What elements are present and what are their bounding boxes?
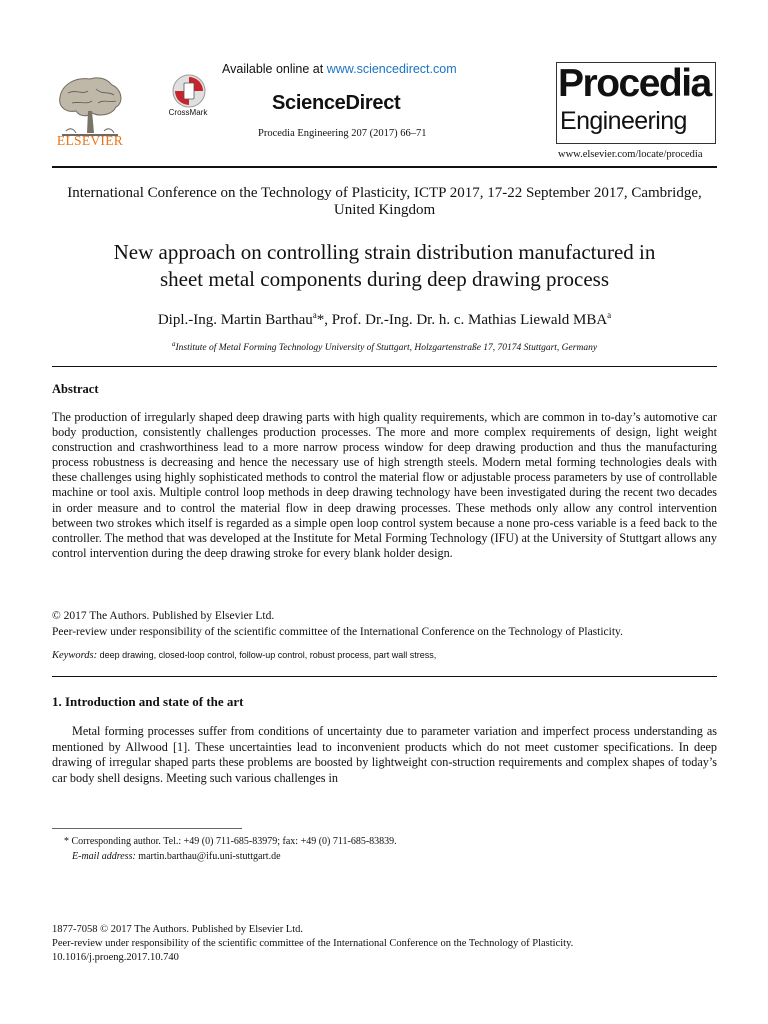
email-note <box>72 851 281 862</box>
author-2: Prof. Dr.-Ing. Dr. h. c. Mathias Liewald MBA <box>331 312 608 328</box>
peer-review-line: Peer-review under responsibility of the scientific committee of the International Conference on the Technology of Plasticity. <box>52 626 623 638</box>
abstract-heading: Abstract <box>52 382 99 396</box>
journal-reference: Procedia Engineering 207 (2017) 66–71 <box>258 128 427 139</box>
journal-subtitle: Engineering <box>560 107 687 135</box>
keywords-label: Keywords: <box>52 650 98 661</box>
email-address[interactable]: martin.barthau@ifu.uni-stuttgart.de <box>135 851 281 862</box>
conference-name: International Conference on the Technology of Plasticity, ICTP 2017, 17-22 September 2017, Cambridge, United Kingdom <box>67 185 702 218</box>
publisher-name: ELSEVIER <box>56 133 124 148</box>
header-divider <box>52 166 717 168</box>
affiliation <box>52 340 717 353</box>
available-online <box>222 62 457 76</box>
paper-title <box>52 239 717 293</box>
keywords <box>52 650 436 661</box>
footnote-divider <box>52 828 242 829</box>
crossmark-label: CrossMark <box>168 108 208 117</box>
affiliation-text: Institute of Metal Forming Technology University of Stuttgart, Holzgartenstraße 17, 70174 Stuttgart, Germany <box>175 343 598 354</box>
email-label: E-mail address: <box>72 851 136 862</box>
journal-url[interactable]: www.elsevier.com/locate/procedia <box>558 149 703 160</box>
section-heading: 1. Introduction and state of the art <box>52 694 244 709</box>
issn-line: 1877-7058 © 2017 The Authors. Published by Elsevier Ltd. <box>52 924 304 935</box>
available-prefix: Available online at <box>222 62 327 76</box>
corresponding-mark: * <box>316 312 325 328</box>
copyright-line: © 2017 The Authors. Published by Elsevier Ltd. <box>52 610 275 622</box>
abstract-bottom-divider <box>52 676 717 677</box>
doi[interactable]: 10.1016/j.proeng.2017.10.740 <box>52 952 179 963</box>
author-separator: , <box>324 312 332 328</box>
corresponding-author-note: * Corresponding author. Tel.: +49 (0) 711-685-83979; fax: +49 (0) 711-685-83839. <box>64 836 397 847</box>
paper-title-line-2: sheet metal components during deep drawing process <box>159 267 610 291</box>
author-2-affiliation-mark: a <box>607 310 612 320</box>
sciencedirect-wordmark: ScienceDirect <box>272 92 401 114</box>
abstract-body: The production of irregularly shaped deep drawing parts with high quality requirements, which are common in to-day’s automotive car body production, consistently challenges production processes. The more and more complex requirements of design, light weight construction and crashworthiness lead to a more narrow process window for deep drawing production and thus the manufacturing process robustness is decreasing and hence the necessary use of high strength steels. Modern metal forming technologies deals with these challenges using highly sophisticated methods to control the material flow or adjustable process parameters by use of controllable machine or tool axis. Multiple control loop methods in deep drawing technology have been investigated during the recent two decades in order measure and to control the material flow in deep drawing processes. These methods only allow any control intervention between two strokes which itself is regarded as a simple open loop control system because a none pro-cess variable is a feed back to the controller. The method that was developed at the Institute for Metal Forming Technology (IFU) at the University of Stuttgart allows any control intervention during the deep drawing stroke for every blank holder design. <box>52 410 717 560</box>
author-1: Dipl.-Ing. Martin Barthau <box>157 312 313 328</box>
author-list <box>52 310 717 329</box>
journal-title: Procedia <box>558 62 711 105</box>
sciencedirect-link[interactable]: www.sciencedirect.com <box>326 62 457 76</box>
abstract-top-divider <box>52 366 717 367</box>
bottom-peer-review: Peer-review under responsibility of the scientific committee of the International Conference on the Technology of Plasticity. <box>52 938 574 949</box>
author-1-affiliation-mark: a <box>312 310 317 320</box>
affiliation-mark: a <box>171 340 176 348</box>
paper-title-line-1: New approach on controlling strain distribution manufactured in <box>113 240 656 264</box>
keywords-values: deep drawing, closed-loop control, follow-up control, robust process, part wall stress, <box>97 650 437 660</box>
section-body: Metal forming processes suffer from conditions of uncertainty due to parameter variation and imperfect process understanding as mentioned by Allwood [1]. These uncertainties lead to inconvenient products which do not meet customer specifications. In deep drawing of irregular shaped parts these problems are boosted by lightweight con-struction requirements and complex shapes of today’s car body shell designs. Meeting such various challenges in <box>52 724 717 785</box>
